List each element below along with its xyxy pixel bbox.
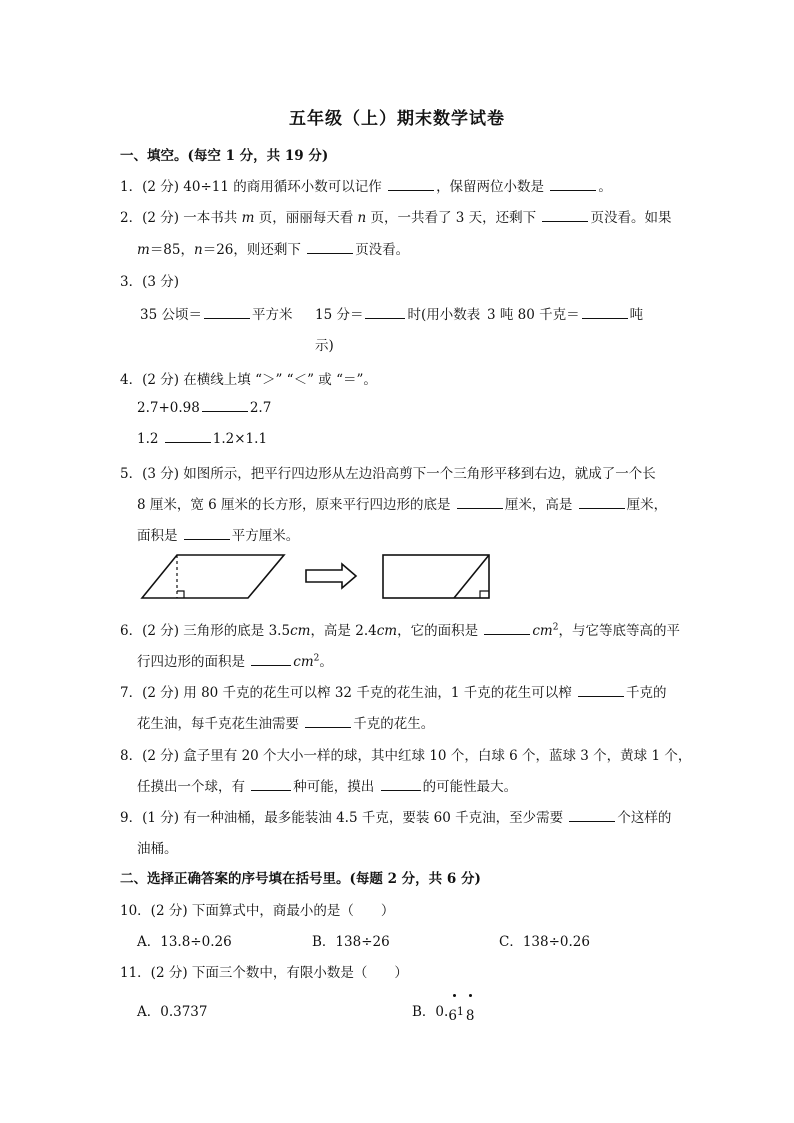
question-1: 1．(2 分) 40÷11 的商用循环小数可以记作 ，保留两位小数是 。 — [120, 179, 612, 195]
question-3-item-c: 3 吨 80 千克＝ 吨 — [487, 307, 644, 323]
option-11-b[interactable]: B．0.61 8 — [412, 1004, 475, 1024]
question-3-item-b: 15 分＝ 时(用小数表 — [315, 307, 481, 323]
answer-blank[interactable] — [569, 809, 615, 822]
repeating-dot — [453, 994, 456, 997]
question-2-line-1: 2．(2 分) 一本书共 m 页，丽丽每天看 n 页，一共看了 3 天，还剩下 页没看。如果 — [120, 210, 672, 226]
answer-blank[interactable] — [578, 684, 624, 697]
question-8-line-2: 任摸出一个球，有 种可能，摸出 的可能性最大。 — [137, 779, 518, 795]
question-3-item-b-cont: 示) — [315, 338, 334, 354]
question-7-line-1: 7．(2 分) 用 80 千克的花生可以榨 32 千克的花生油，1 千克的花生可以榨 千克的 — [120, 685, 667, 701]
question-9-line-2: 油桶。 — [137, 841, 178, 857]
question-8-line-1: 8．(2 分) 盒子里有 20 个大小一样的球，其中红球 10 个，白球 6 个，蓝球 3 个，黄球 1 个， — [120, 748, 692, 764]
question-11-stem: 11．(2 分) 下面三个数中，有限小数是（ ） — [120, 965, 408, 981]
question-4-row-1: 2.7+0.98 2.7 — [137, 400, 272, 416]
parallelogram-shape — [142, 555, 284, 598]
answer-blank[interactable] — [305, 715, 351, 728]
question-5-line-3: 面积是 平方厘米。 — [137, 528, 300, 544]
option-11-a[interactable]: A．0.3737 — [137, 1004, 208, 1020]
question-6-line-2: 行四边形的面积是 $cm^2$。 — [137, 653, 333, 670]
answer-blank[interactable] — [251, 653, 291, 666]
option-10-c[interactable]: C．138÷0.26 — [499, 934, 590, 950]
repeating-dot — [469, 994, 472, 997]
question-6-line-1: 6．(2 分) 三角形的底是 3.5cm，高是 2.4cm，它的面积是 $cm^2$，与它等底等高的平 — [120, 622, 680, 639]
rectangle-shape — [383, 555, 489, 598]
answer-blank[interactable] — [484, 622, 530, 635]
question-4-row-2: 1.2 1.2×1.1 — [137, 431, 268, 447]
option-10-a[interactable]: A．13.8÷0.26 — [137, 934, 232, 950]
page-title: 五年级（上）期末数学试卷 — [289, 109, 505, 129]
answer-blank[interactable] — [381, 778, 421, 791]
option-10-b[interactable]: B．138÷26 — [312, 934, 390, 950]
question-3-heading: 3．(3 分) — [120, 274, 180, 290]
question-5-line-2: 8 厘米，宽 6 厘米的长方形，原来平行四边形的底是 厘米，高是 厘米， — [137, 497, 668, 513]
question-10-stem: 10．(2 分) 下面算式中，商最小的是（ ） — [120, 903, 395, 919]
section-1-heading: 一、填空。(每空 1 分，共 19 分) — [120, 148, 329, 164]
right-arrow-icon — [306, 564, 356, 588]
question-3-item-a: 35 公顷＝ 平方米 — [140, 307, 293, 323]
section-2-heading: 二、选择正确答案的序号填在括号里。(每题 2 分，共 6 分) — [120, 871, 481, 887]
question-9-line-1: 9．(1 分) 有一种油桶，最多能装油 4.5 千克，要装 60 千克油，至少需要 个这样的 — [120, 810, 672, 826]
question-2-line-2: m＝85，n＝26，则还剩下 页没看。 — [137, 242, 410, 258]
question-7-line-2: 花生油，每千克花生油需要 千克的花生。 — [137, 716, 435, 732]
question-4-heading: 4．(2 分) 在横线上填 “＞” “＜” 或 “＝”。 — [120, 372, 377, 388]
question-5-line-1: 5．(3 分) 如图所示，把平行四边形从左边沿高剪下一个三角形平移到右边，就成了一个长 — [120, 466, 656, 482]
answer-blank[interactable] — [251, 778, 291, 791]
